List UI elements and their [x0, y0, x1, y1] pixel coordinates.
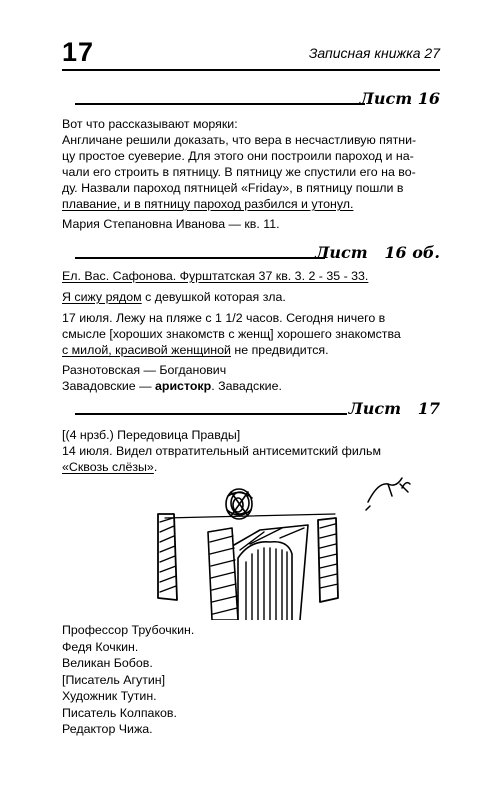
right-slab: [318, 518, 338, 602]
list-item: Великан Бобов.: [62, 656, 153, 670]
running-title: Записная книжка 27: [308, 45, 440, 61]
left-cube: [208, 528, 238, 620]
text-line: Мария Степановна Иванова — кв. 11.: [62, 217, 280, 231]
sheet-17-heading: [75, 398, 440, 418]
list-item: [Писатель Агутин]: [62, 672, 166, 687]
character-list: [62, 622, 262, 738]
list-item: Профессор Трубочкин.: [62, 623, 195, 637]
page-number: 17: [62, 37, 95, 67]
text-line: [62, 196, 440, 212]
text-line: цу простое суеверие. Для этого они построили пароход и на-: [62, 149, 414, 163]
heading-rule: [75, 257, 325, 259]
heading-rule: [75, 413, 347, 415]
sheet-17-text: [62, 427, 440, 475]
bird-doodle-icon: [366, 478, 410, 510]
text-line: Вот что рассказывают моряки:: [62, 117, 238, 131]
sheet-label: Лист 16 об.: [315, 243, 440, 262]
page-header: [62, 35, 440, 71]
text-line: [62, 342, 440, 358]
text-line: 17 июля. Лежу на пляже с 1 1/2 часов. Сегодня ничего в: [62, 311, 386, 325]
list-item: Редактор Чижа.: [62, 722, 153, 736]
underlined-text: с милой, красивой женщиной: [62, 343, 231, 357]
text-span: .: [153, 460, 158, 474]
bold-text: аристокр: [154, 379, 212, 393]
list-item: Федя Кочкин.: [62, 639, 139, 654]
text-line: чали его строить в пятницу. В пятницу же спустили его на во-: [62, 165, 416, 179]
sheet-16-text: [62, 116, 440, 232]
text-line: [62, 378, 440, 394]
text-line: 14 июля. Видел отвратительный антисемитский фильм: [62, 444, 381, 458]
list-item: Писатель Колпаков.: [62, 705, 177, 720]
table-edge: [165, 514, 335, 518]
text-line: Разнотовская — Богданович: [62, 363, 227, 377]
text-line: [62, 289, 440, 305]
underlined-text: Ел. Вас. Сафонова. Фурштатская 37 кв. 3. 2 - 35 - 33.: [62, 269, 369, 283]
arch-box: [234, 525, 308, 620]
underlined-text: Я сижу рядом: [62, 290, 142, 304]
text-line: Англичане решили доказать, что вера в несчастливую пятни-: [62, 133, 417, 147]
text-line: смысле [хороших знакомств с женщ] хорошего знакомства: [62, 327, 401, 341]
hand-drawn-sketch: [140, 470, 440, 620]
heading-rule: [75, 103, 365, 105]
text-span: с девушкой которая зла.: [141, 290, 286, 304]
sheet-16ob-heading: [75, 242, 440, 262]
address-line: [62, 268, 440, 284]
scribble-ball-icon: [226, 489, 252, 519]
sheet-label: Лист 16: [359, 89, 440, 108]
text-span: не предвидится.: [230, 343, 329, 357]
list-item: Художник Тутин.: [62, 689, 157, 703]
sheet-16ob-text: [62, 268, 440, 394]
underlined-text: плавание, и в пятницу пароход разбился и утонул.: [62, 197, 354, 211]
text-line: ду. Назвали пароход пятницей «Friday», в пятницу пошли в: [62, 181, 404, 195]
sheet-label: Лист 17: [348, 399, 440, 418]
sheet-16-heading: [75, 88, 440, 108]
text-line: [(4 нрзб.) Передовица Правды]: [62, 428, 241, 442]
underlined-text: «Сквозь слёзы»: [62, 460, 154, 474]
text-span: Завадовские —: [62, 379, 155, 393]
text-span: . Завадские.: [211, 379, 282, 393]
left-slab: [158, 514, 177, 600]
